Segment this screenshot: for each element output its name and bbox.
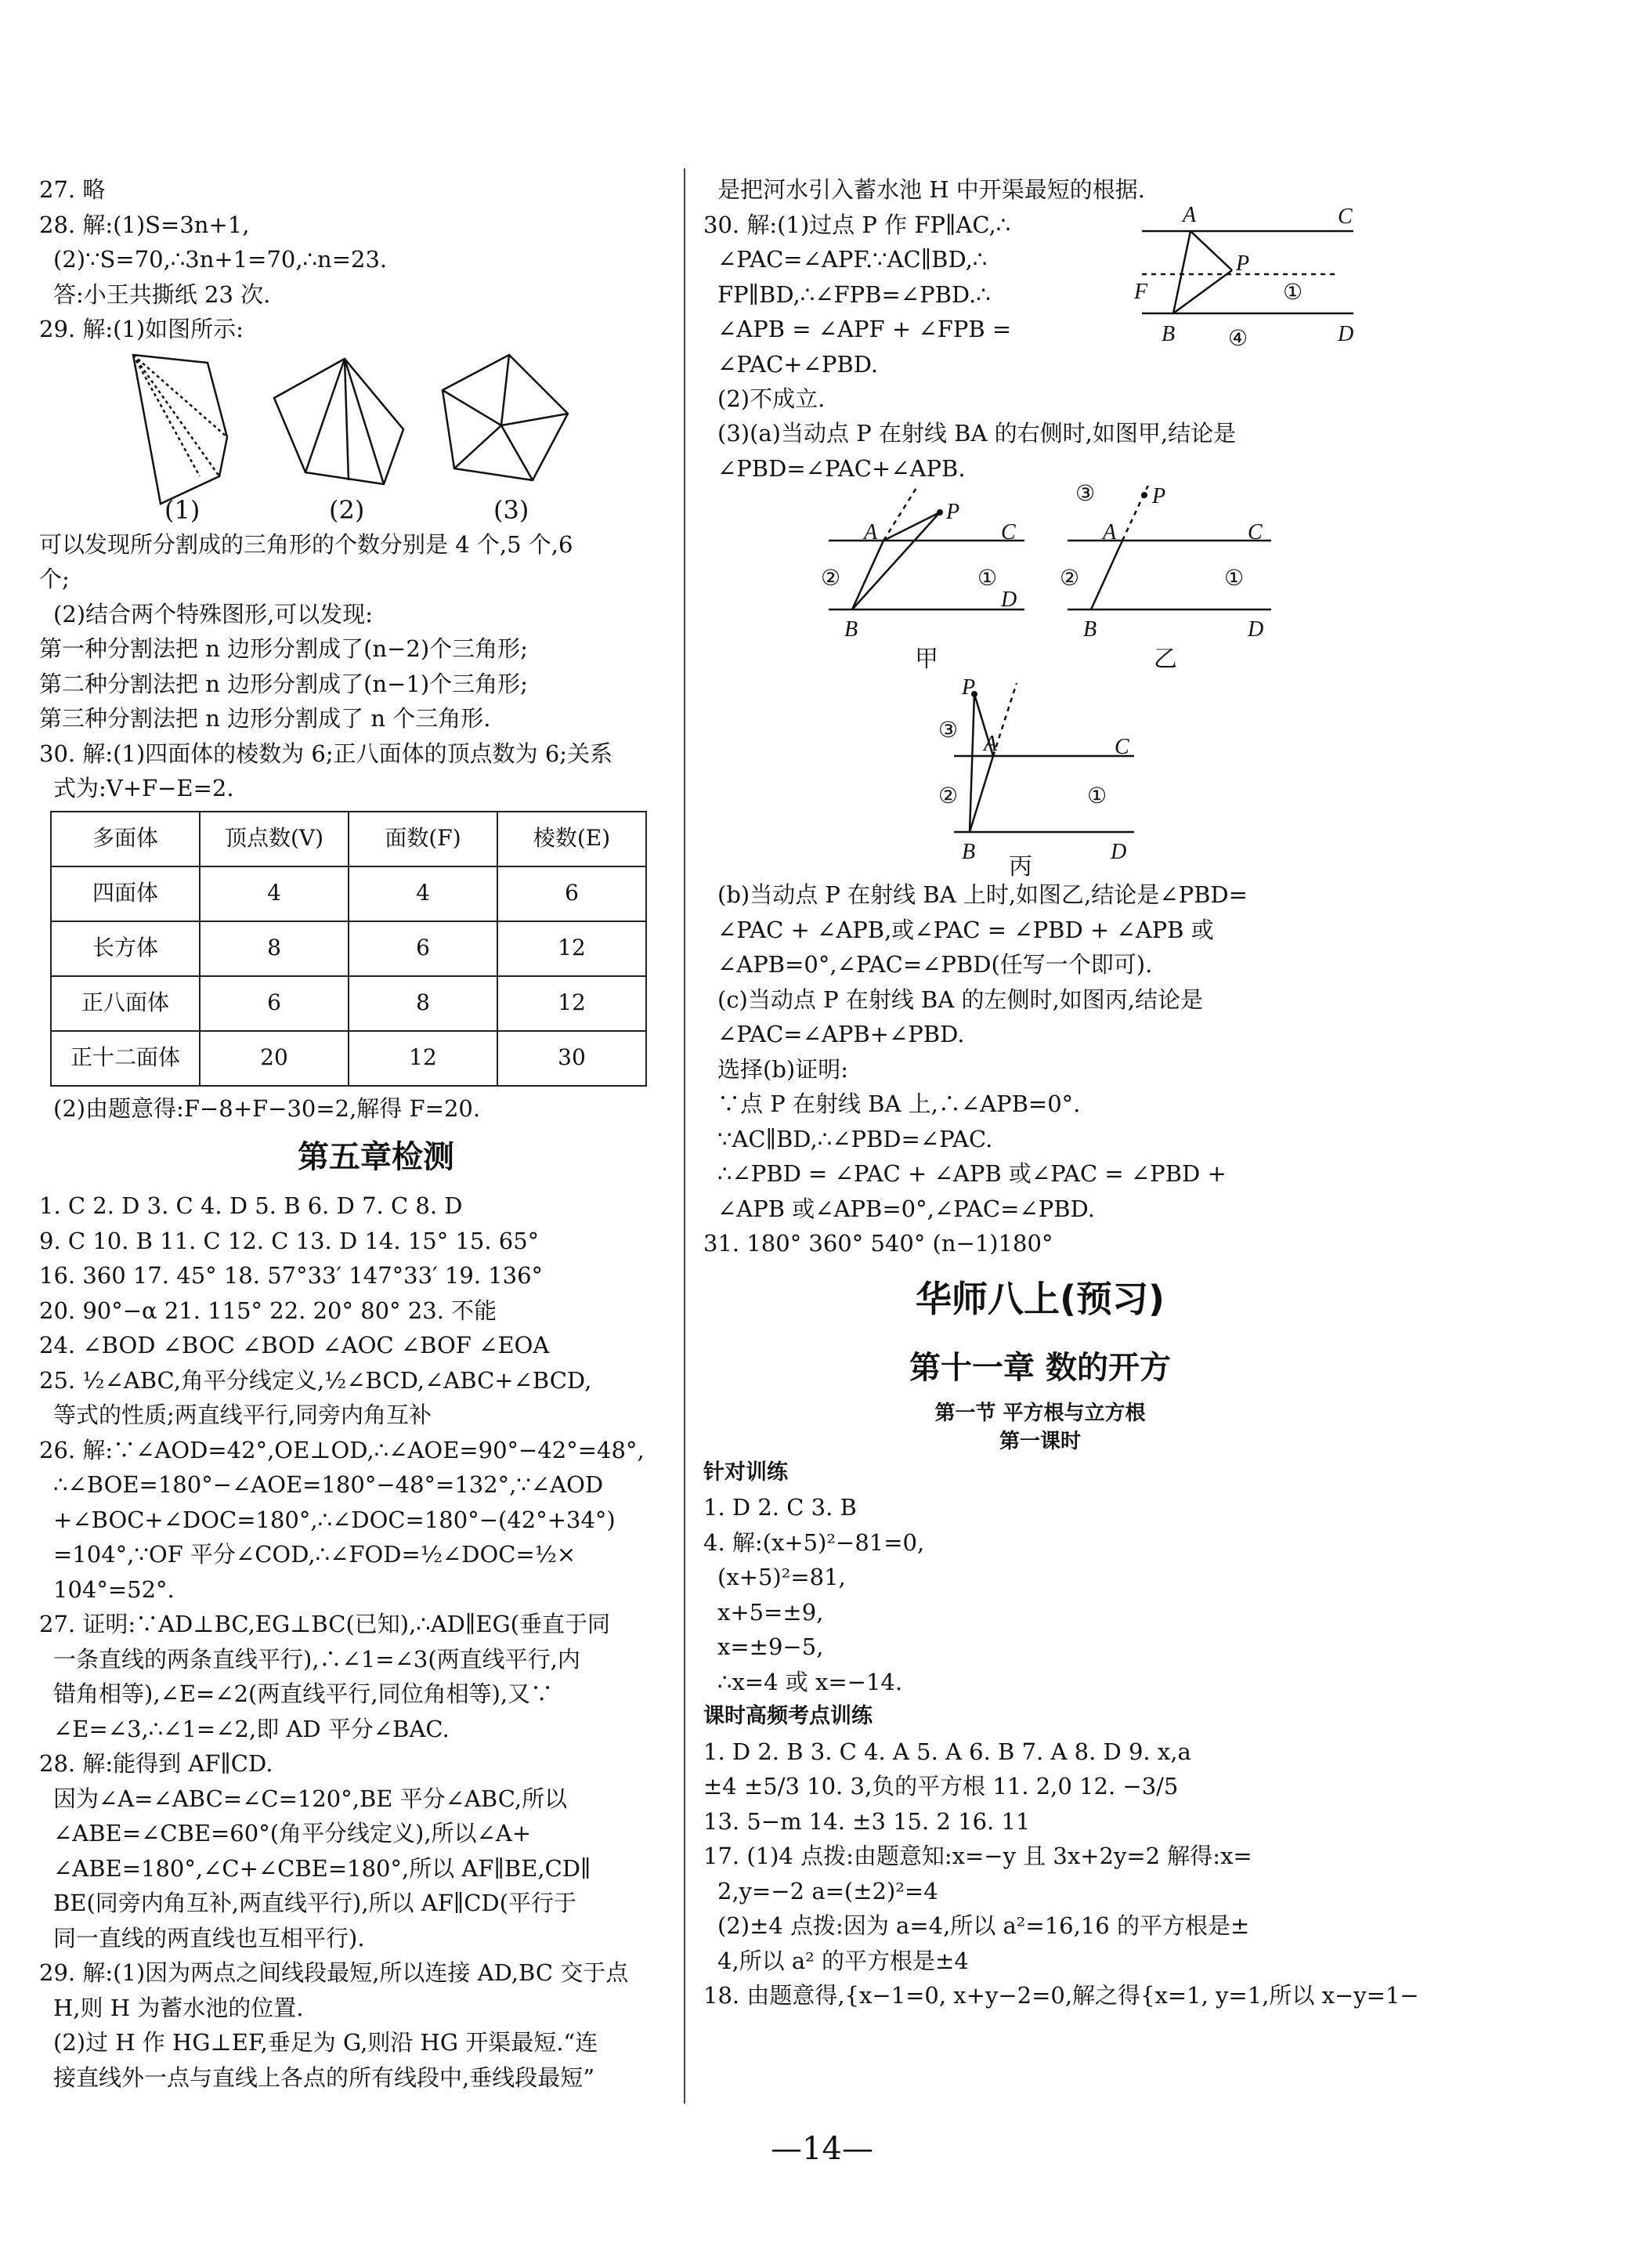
point-label: A <box>1183 202 1197 227</box>
answer-line: ∴∠BOE=180°−∠AOE=180°−48°=132°,∵∠AOD <box>53 1471 604 1498</box>
answer-line: 28. 解:(1)S=3n+1, <box>39 211 250 238</box>
answer-line: ∠E=∠3,∴∠1=∠2,即 AD 平分∠BAC. <box>53 1715 450 1742</box>
point-label: P <box>1152 484 1166 508</box>
angle-label: ① <box>977 565 998 591</box>
point-label: C <box>1248 520 1263 544</box>
point-label: D <box>1001 588 1017 612</box>
chapter-heading: 第五章检测 <box>298 1139 454 1175</box>
point-label: B <box>962 840 976 864</box>
point-label: P <box>946 500 960 524</box>
answer-line: ∴∠PBD = ∠PAC + ∠APB 或∠PAC = ∠PBD + <box>717 1160 1227 1187</box>
table-cell: 正八面体 <box>51 976 200 1031</box>
answer-line: 30. 解:(1)过点 P 作 FP∥AC,∴ <box>703 211 1011 238</box>
answer-line: 4. 解:(x+5)²−81=0, <box>703 1528 925 1556</box>
answer-line: 30. 解:(1)四面体的棱数为 6;正八面体的顶点数为 6;关系 <box>39 740 613 767</box>
table-cell: 4 <box>349 866 497 921</box>
answer-line: 第二种分割法把 n 边形分割成了(n−1)个三角形; <box>39 670 528 697</box>
answer-line: 27. 略 <box>39 176 106 203</box>
angle-label: ③ <box>938 717 959 743</box>
answer-line: ∠PAC=∠APB+∠PBD. <box>717 1021 965 1047</box>
answer-line: ∠ABE=180°,∠C+∠CBE=180°,所以 AF∥BE,CD∥ <box>53 1854 591 1882</box>
answer-line: 24. ∠BOD ∠BOC ∠BOD ∠AOC ∠BOF ∠EOA <box>39 1332 550 1358</box>
point-label: B <box>1083 617 1097 642</box>
figure-yi <box>1060 480 1295 682</box>
answer-line: 可以发现所分割成的三角形的个数分别是 4 个,5 个,6 <box>39 530 573 558</box>
point-label: D <box>1338 321 1354 346</box>
answer-line: 29. 解:(1)因为两点之间线段最短,所以连接 AD,BC 交于点 <box>39 1959 629 1986</box>
answer-line: ∠APB 或∠APB=0°,∠PAC=∠PBD. <box>717 1195 1095 1222</box>
answer-line: (3)(a)当动点 P 在射线 BA 的右侧时,如图甲,结论是 <box>717 420 1237 447</box>
answer-line: ∵AC∥BD,∴∠PBD=∠PAC. <box>717 1125 993 1152</box>
table-row <box>51 921 646 976</box>
table-cell: 12 <box>497 921 646 976</box>
answer-line: 29. 解:(1)如图所示: <box>39 316 244 342</box>
angle-label: ④ <box>1228 324 1248 351</box>
answer-line: (2)±4 点拨:因为 a=4,所以 a²=16,16 的平方根是± <box>717 1912 1250 1939</box>
chapter-title: 第十一章 数的开方 <box>909 1349 1171 1386</box>
answer-line: (x+5)²=81, <box>717 1564 846 1590</box>
table-cell: 12 <box>349 1031 497 1086</box>
point-label: A <box>1103 520 1117 544</box>
lesson-title: 第一课时 <box>999 1429 1081 1453</box>
figure-label: (1) <box>164 494 201 525</box>
section-title: 第一节 平方根与立方根 <box>934 1401 1146 1425</box>
angle-label: ① <box>1283 278 1303 305</box>
polygon-division-figure <box>39 347 713 527</box>
point-label: B <box>844 617 858 642</box>
figure-label: (2) <box>329 494 365 525</box>
answer-line: 等式的性质;两直线平行,同旁内角互补 <box>53 1402 432 1428</box>
angle-label: ③ <box>1075 480 1096 506</box>
table-cell: 8 <box>349 976 497 1031</box>
answer-line: +∠BOC+∠DOC=180°,∴∠DOC=180°−(42°+34°) <box>53 1506 616 1533</box>
angle-label: ② <box>821 565 841 591</box>
answer-line: 式为:V+F−E=2. <box>53 775 234 801</box>
point-label: C <box>1338 204 1353 229</box>
table-row <box>51 976 646 1031</box>
answer-line: ∠ABE=∠CBE=60°(角平分线定义),所以∠A+ <box>53 1820 532 1847</box>
table-cell: 8 <box>200 921 349 976</box>
subsection-heading: 课时高频考点训练 <box>703 1704 873 1728</box>
answer-line: 1. D 2. C 3. B <box>703 1494 857 1521</box>
answer-line: 9. C 10. B 11. C 12. C 13. D 14. 15° 15. 65° <box>39 1227 540 1254</box>
figure-caption: 甲 <box>915 646 938 673</box>
answer-line: BE(同旁内角互补,两直线平行),所以 AF∥CD(平行于 <box>53 1890 576 1916</box>
answer-line: ∠PBD=∠PAC+∠APB. <box>717 454 966 482</box>
point-label: D <box>1111 840 1127 864</box>
angle-label: ① <box>1224 565 1245 591</box>
answer-line: 同一直线的两直线也互相平行). <box>53 1924 365 1951</box>
point-label: C <box>1115 735 1129 759</box>
answer-line: x=±9−5, <box>717 1633 824 1660</box>
answer-line: ∠PAC+∠PBD. <box>717 350 879 378</box>
answer-line: 25. ½∠ABC,角平分线定义,½∠BCD,∠ABC+∠BCD, <box>39 1366 592 1394</box>
left-column <box>39 172 713 2095</box>
answer-line: =104°,∵OF 平分∠COD,∴∠FOD=½∠DOC=½× <box>53 1541 576 1568</box>
answer-line: 17. (1)4 点拨:由题意知:x=−y 且 3x+2y=2 解得:x= <box>703 1843 1252 1869</box>
table-header: 多面体 <box>51 812 200 866</box>
answer-line: 18. 由题意得,{x−1=0, x+y−2=0,解之得{x=1, y=1,所以 x−y=1− <box>703 1982 1419 2009</box>
figure-jia <box>821 486 1040 682</box>
answer-line: ∠PAC=∠APF.∵AC∥BD,∴ <box>717 246 988 273</box>
point-label: F <box>1134 279 1148 304</box>
answer-line: 个; <box>39 566 70 592</box>
answer-line: 16. 360 17. 45° 18. 57°33′ 147°33′ 19. 136° <box>39 1262 544 1289</box>
answer-line: (2)结合两个特殊图形,可以发现: <box>53 600 374 628</box>
answer-line: 1. C 2. D 3. C 4. D 5. B 6. D 7. C 8. D <box>39 1192 463 1219</box>
table-cell: 30 <box>497 1031 646 1086</box>
right-column <box>703 172 1419 2013</box>
q30-block <box>703 202 1377 382</box>
q30-figure <box>1126 202 1361 380</box>
answer-line: 接直线外一点与直线上各点的所有线段中,垂线段最短” <box>53 2064 595 2091</box>
figure-caption: 乙 <box>1154 646 1177 673</box>
answer-line: (b)当动点 P 在射线 BA 上时,如图乙,结论是∠PBD= <box>717 881 1248 908</box>
answer-line: 26. 解:∵∠AOD=42°,OE⊥OD,∴∠AOE=90°−42°=48°, <box>39 1436 645 1463</box>
table-cell: 正十二面体 <box>51 1031 200 1086</box>
answer-line: 20. 90°−α 21. 115° 22. 20° 80° 23. 不能 <box>39 1297 497 1324</box>
table-header: 棱数(E) <box>497 812 646 866</box>
answer-line: 1. D 2. B 3. C 4. A 5. A 6. B 7. A 8. D 9. x,a <box>703 1738 1191 1765</box>
polyhedron-table <box>50 811 647 1087</box>
point-label: P <box>962 675 976 700</box>
answer-line: 是把河水引入蓄水池 H 中开渠最短的根据. <box>717 176 1145 203</box>
answer-line: 4,所以 a² 的平方根是±4 <box>717 1947 969 1974</box>
angle-label: ① <box>1087 783 1107 808</box>
answer-line: 选择(b)证明: <box>717 1055 848 1083</box>
answer-line: 一条直线的两条直线平行),∴∠1=∠3(两直线平行,内 <box>53 1645 580 1673</box>
answer-line: 27. 证明:∵AD⊥BC,EG⊥BC(已知),∴AD∥EG(垂直于同 <box>39 1611 610 1637</box>
answer-line: (2)∵S=70,∴3n+1=70,∴n=23. <box>53 246 388 273</box>
table-header: 顶点数(V) <box>200 812 349 866</box>
answer-line: ±4 ±5/3 10. 3,负的平方根 11. 2,0 12. −3/5 <box>703 1773 1179 1800</box>
answer-line: x+5=±9, <box>717 1598 824 1626</box>
figure-caption: 丙 <box>1009 853 1032 881</box>
table-cell: 6 <box>497 866 646 921</box>
answer-line: 答:小王共撕纸 23 次. <box>53 280 271 308</box>
table-row <box>51 866 646 921</box>
answer-line: ∴x=4 或 x=−14. <box>717 1668 903 1695</box>
answer-line: 因为∠A=∠ABC=∠C=120°,BE 平分∠ABC,所以 <box>53 1785 568 1812</box>
answer-line: (2)不成立. <box>717 385 826 412</box>
figure-label: (3) <box>493 494 529 525</box>
point-label: A <box>864 520 878 544</box>
book-title: 华师八上(预习) <box>915 1277 1165 1320</box>
table-cell: 12 <box>497 976 646 1031</box>
point-label: C <box>1001 520 1016 544</box>
point-label: B <box>1162 321 1176 346</box>
answer-line: 31. 180° 360° 540° (n−1)180° <box>703 1230 1053 1257</box>
answer-line: 104°=52°. <box>53 1575 175 1603</box>
answer-line: ∠PAC + ∠APB,或∠PAC = ∠PBD + ∠APB 或 <box>717 916 1214 943</box>
figures-jia-yi <box>703 480 1377 682</box>
point-label: A <box>984 732 998 756</box>
answer-line: FP∥BD,∴∠FPB=∠PBD.∴ <box>717 280 991 308</box>
page-number: —14— <box>771 2131 873 2167</box>
answer-line: 错角相等),∠E=∠2(两直线平行,同位角相等),又∵ <box>53 1680 554 1707</box>
answer-line: 28. 解:能得到 AF∥CD. <box>39 1750 273 1777</box>
answer-line: (2)过 H 作 HG⊥EF,垂足为 G,则沿 HG 开渠最短.“连 <box>53 2029 598 2056</box>
angle-label: ② <box>1060 565 1080 591</box>
table-cell: 4 <box>200 866 349 921</box>
point-label: D <box>1248 617 1264 642</box>
answer-line: 第三种分割法把 n 边形分割成了 n 个三角形. <box>39 705 491 732</box>
table-cell: 20 <box>200 1031 349 1086</box>
answer-line: 13. 5−m 14. ±3 15. 2 16. 11 <box>703 1807 1031 1835</box>
figure-bing <box>703 675 1377 881</box>
answer-line: 第一种分割法把 n 边形分割成了(n−2)个三角形; <box>39 635 528 662</box>
subsection-heading: 针对训练 <box>703 1460 788 1485</box>
answer-line: (2)由题意得:F−8+F−30=2,解得 F=20. <box>53 1094 481 1122</box>
table-cell: 长方体 <box>51 921 200 976</box>
answer-line: ∠APB = ∠APF + ∠FPB = <box>717 316 1012 342</box>
answer-line: (c)当动点 P 在射线 BA 的左侧时,如图丙,结论是 <box>717 986 1203 1013</box>
table-row <box>51 1031 646 1086</box>
table-header: 面数(F) <box>349 812 497 866</box>
table-cell: 四面体 <box>51 866 200 921</box>
table-cell: 6 <box>200 976 349 1031</box>
table-cell: 6 <box>349 921 497 976</box>
answer-line: H,则 H 为蓄水池的位置. <box>53 1994 304 2021</box>
point-label: P <box>1236 251 1250 276</box>
answer-line: ∵点 P 在射线 BA 上,∴∠APB=0°. <box>717 1091 1081 1117</box>
answer-line: ∠APB=0°,∠PAC=∠PBD(任写一个即可). <box>717 951 1153 978</box>
angle-label: ② <box>938 783 959 808</box>
answer-line: 2,y=−2 a=(±2)²=4 <box>717 1877 938 1904</box>
